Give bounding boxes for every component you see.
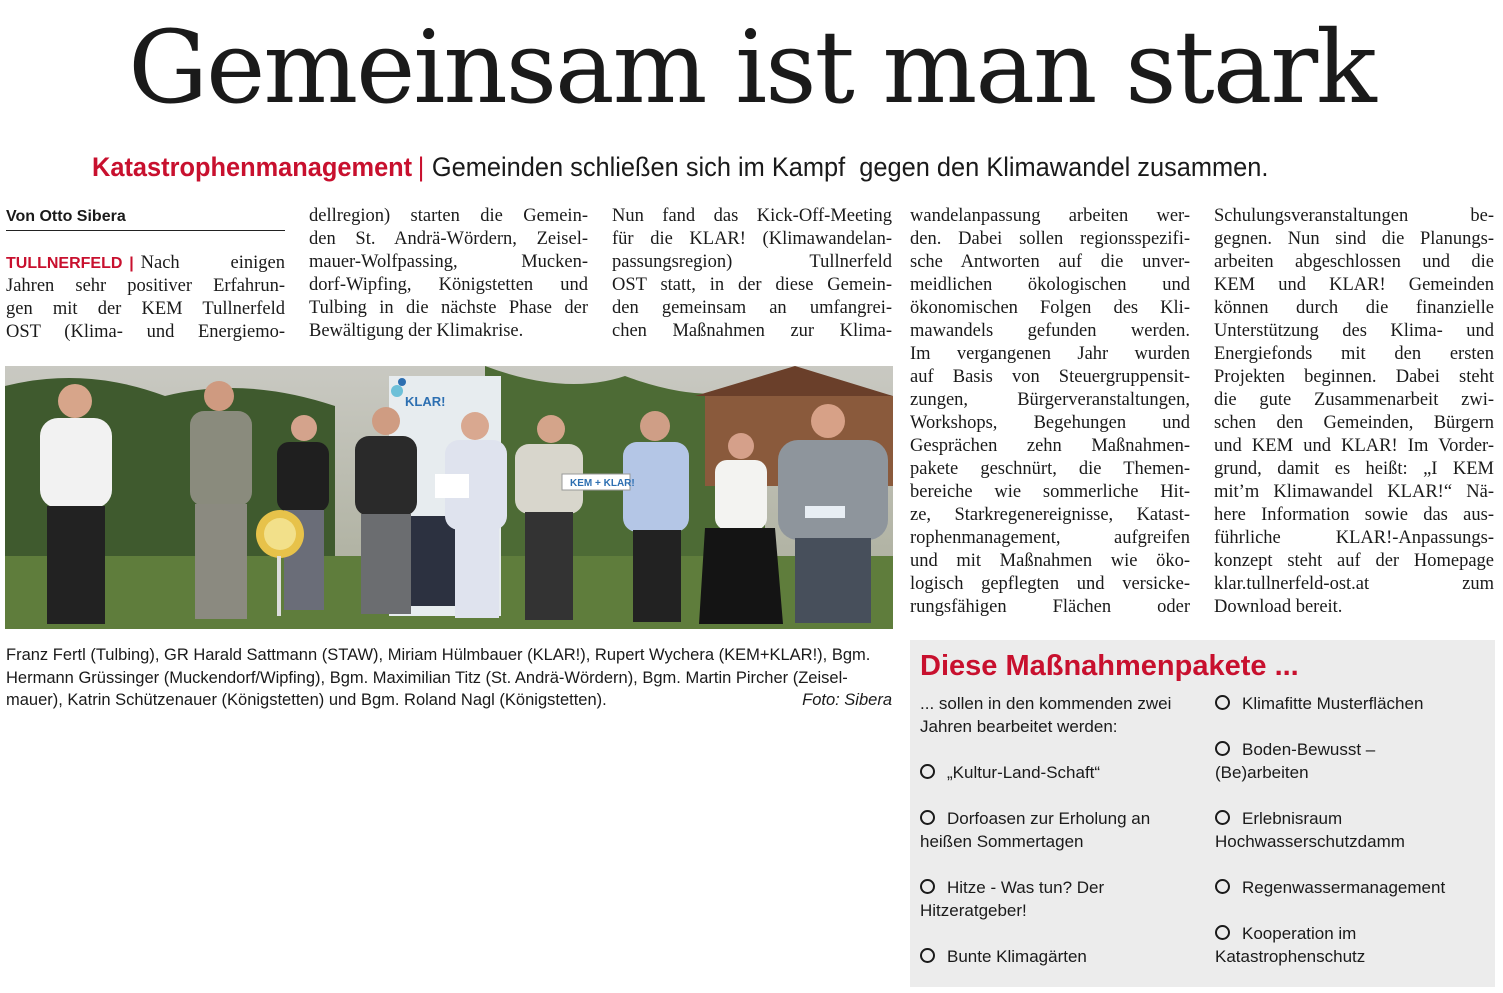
list-item — [920, 945, 1190, 968]
person — [40, 384, 112, 624]
article-text-line: Gesprächen zehn Maßnahmen- — [910, 436, 1190, 456]
article-text-line: Tulbing in die nächste Phase der — [309, 298, 588, 318]
list-item-label: Dorfoasen zur Erholung an heißen Sommertagen — [920, 809, 1151, 851]
article-text-line: den gemeinsam an umfangrei- — [612, 298, 892, 318]
article-text-line: mauer-Wolfpassing, Mucken- — [309, 252, 588, 272]
subheadline-text: Gemeinden schließen sich im Kampf gegen den Klimawandel zusammen. — [431, 152, 1269, 182]
article-text-line: klar.tullnerfeld-ost.at zum — [1214, 574, 1494, 594]
held-sign-text: KEM + KLAR! — [570, 478, 635, 489]
bullet-icon — [1215, 810, 1230, 825]
article-text-line: KEM und KLAR! Gemeinden — [1214, 275, 1494, 295]
article-text-line: ze, Starkregenereignisse, Katast- — [910, 505, 1190, 525]
article-text-line: mawandels gefunden werden. — [910, 321, 1190, 341]
article-text-line: und mit Maßnahmen wie öko- — [910, 551, 1190, 571]
article-text-line: OST statt, in der diese Gemein- — [612, 275, 892, 295]
article-text-line: dorf-Wipfing, Königstetten und — [309, 275, 588, 295]
article-text-line: pakete geschnürt, die Themen- — [910, 459, 1190, 479]
bullet-icon — [1215, 879, 1230, 894]
article-text-line: rophenmanagement, aufgreifen — [910, 528, 1190, 548]
bullet-icon — [920, 948, 935, 963]
list-item — [920, 807, 1190, 853]
byline: Von Otto Sibera — [6, 206, 285, 231]
article-text-line: den St. Andrä-Wördern, Zeisel- — [309, 229, 588, 249]
list-item-label: Erlebnisraum Hochwasserschutzdamm — [1215, 809, 1405, 851]
list-item — [1215, 922, 1415, 968]
list-item-label: Boden-Bewusst – (Be)arbeiten — [1215, 740, 1376, 782]
article-first-line — [6, 252, 285, 275]
article-text-line: Projekten beginnen. Dabei steht — [1214, 367, 1494, 387]
article-column-2 — [309, 205, 588, 343]
article-text-line: konzept steht auf der Homepage — [1214, 551, 1494, 571]
article-text-line: ökonomischen Folgen des Kli- — [910, 298, 1190, 318]
bullet-icon — [1215, 695, 1230, 710]
article-text-line: Workshops, Begehungen und — [910, 413, 1190, 433]
bullet-icon — [1215, 741, 1230, 756]
article-text-line: grund, damit es heißt: „I KEM — [1214, 459, 1494, 479]
group-photo-image — [5, 366, 893, 629]
article-text-line: wandelanpassung arbeiten wer- — [910, 206, 1190, 226]
article-text-line: dellregion) starten die Gemein- — [309, 206, 588, 226]
group-photo — [5, 366, 893, 629]
bullet-icon — [920, 764, 935, 779]
article-text-line: auf Basis von Steuergruppensit- — [910, 367, 1190, 387]
measures-box — [910, 640, 1495, 987]
bullet-icon — [1215, 925, 1230, 940]
headline: Gemeinsam ist man stark — [128, 9, 1375, 126]
list-item — [920, 876, 1190, 922]
article-column-1 — [6, 252, 285, 344]
article-text-line: passungsregion) Tullnerfeld — [612, 252, 892, 272]
article-text-line: sche Antworten auf die unver- — [910, 252, 1190, 272]
list-item-label: „Kultur-Land-Schaft“ — [947, 763, 1101, 782]
subheadline-kicker: Katastrophenmanagement — [92, 152, 413, 182]
list-item — [1215, 876, 1485, 899]
measures-intro-text: ... sollen in den kommenden zwei Jahren bearbeitet werden: — [920, 694, 1172, 736]
article-text-line: schen den Gemeinden, Bürgern — [1214, 413, 1494, 433]
list-item — [1215, 807, 1435, 853]
subheadline-separator: | — [417, 152, 425, 182]
article-column-3 — [612, 205, 892, 343]
measures-box-title: Diese Maßnahmenpakete ... — [920, 650, 1299, 682]
article-text-line: Jahren sehr positiver Erfahrun- — [6, 276, 285, 296]
article-text-line: Unterstützung des Klima- und — [1214, 321, 1494, 341]
article-text-line: chen Maßnahmen zur Klima- — [612, 321, 892, 341]
person — [355, 407, 417, 614]
article-text-line: für die KLAR! (Klimawandelan- — [612, 229, 892, 249]
article-text-line: gen mit der KEM Tullnerfeld — [6, 299, 285, 319]
article-text-line: Im vergangenen Jahr wurden — [910, 344, 1190, 364]
article-text-line: Download bereit. — [1214, 597, 1343, 617]
article-text-line: Energiefonds mit den ersten — [1214, 344, 1494, 364]
article-text-line: logisch gepflegten und versicke- — [910, 574, 1190, 594]
article-text-line: und KEM und KLAR! Im Vorder- — [1214, 436, 1494, 456]
article-text-line: können durch die finanzielle — [1214, 298, 1494, 318]
article-text-line: here Information sowie das aus- — [1214, 505, 1494, 525]
list-item — [920, 761, 1190, 784]
article-text-line: OST (Klima- und Energiemo- — [6, 322, 285, 342]
article-column-4 — [910, 205, 1190, 619]
article-text-line: den. Dabei sollen regionsspezifi- — [910, 229, 1190, 249]
article-text-line: führliche KLAR!-Anpassungs- — [1214, 528, 1494, 548]
dateline: TULLNERFELD — [6, 255, 123, 272]
article-text-line: Nach einigen — [140, 253, 285, 273]
list-item-label: Hitze - Was tun? Der Hitzeratgeber! — [920, 878, 1105, 920]
list-item-label: Kooperation im Katastrophenschutz — [1215, 924, 1366, 966]
article-column-5 — [1214, 205, 1494, 619]
dateline-separator: | — [129, 255, 134, 272]
article-text-line: Bewältigung der Klimakrise. — [309, 321, 524, 341]
list-item-label: Regenwassermanagement — [1242, 878, 1446, 897]
bullet-icon — [920, 879, 935, 894]
article-text-line: die gute Zusammenarbeit zwi- — [1214, 390, 1494, 410]
photo-caption — [6, 644, 892, 712]
banner-logo-text: KLAR! — [405, 394, 446, 409]
subheadline — [92, 150, 1314, 184]
article-text-line: bereiche wie sommerliche Hit- — [910, 482, 1190, 502]
person — [190, 381, 252, 619]
list-item-label: Klimafitte Musterflächen — [1242, 694, 1424, 713]
article-text-line: mit’m Klimawandel KLAR!“ Nä- — [1214, 482, 1494, 502]
person — [515, 415, 583, 620]
photo-credit: Foto: Sibera — [802, 691, 892, 709]
article-text-line: Schulungsveranstaltungen be- — [1214, 206, 1494, 226]
article-text-line: meidlichen ökologischen und — [910, 275, 1190, 295]
list-item — [1215, 692, 1485, 715]
article-text-line: rungsfähigen Flächen oder — [910, 597, 1190, 617]
article-text-line: Nun fand das Kick-Off-Meeting — [612, 206, 892, 226]
article-text-line: zungen, Bürgerveranstaltungen, — [910, 390, 1190, 410]
article-text-line: arbeiten abgeschlossen und die — [1214, 252, 1494, 272]
article-text-line: gegnen. Nun sind die Planungs- — [1214, 229, 1494, 249]
list-item-label: Bunte Klimagärten — [947, 947, 1087, 966]
list-item — [1215, 738, 1415, 784]
measures-intro — [920, 692, 1180, 738]
caption-text: Franz Fertl (Tulbing), GR Harald Sattmann (STAW), Miriam Hülmbauer (KLAR!), Rupert Wychera (KEM+KLAR!), Bgm. Hermann Grüssinger (Muckendorf/Wipfing), Bgm. Maximilian Titz (St. Andrä-Wördern), Bgm. Martin Pircher (Zeisel-mauer), Katrin Schützenauer (Königstetten) und Bgm. Roland Nagl (Königstetten). — [6, 646, 871, 709]
bullet-icon — [920, 810, 935, 825]
